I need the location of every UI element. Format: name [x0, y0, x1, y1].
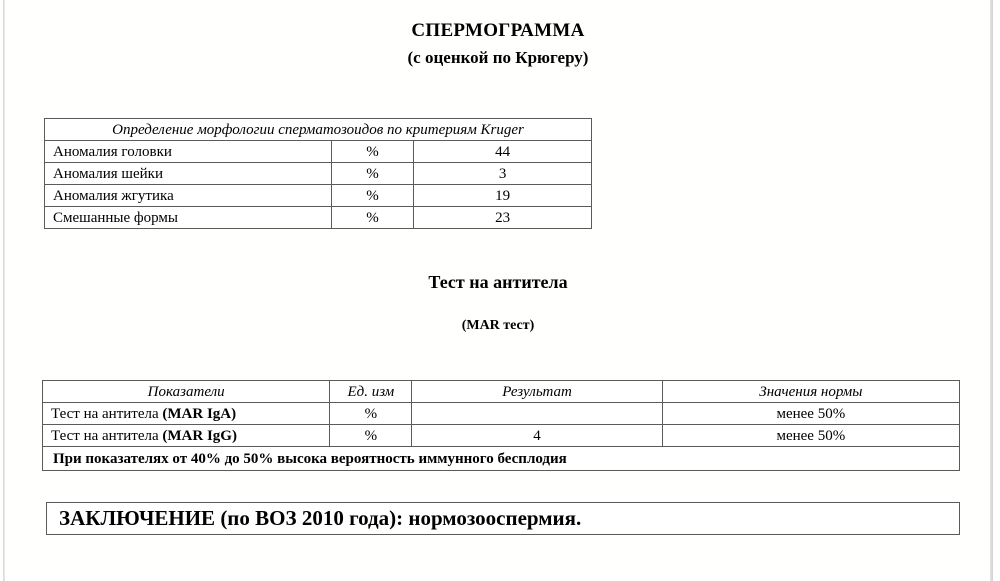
page-edge-right [990, 0, 993, 581]
table-note-row [43, 447, 960, 471]
conclusion-box [46, 502, 960, 535]
row-label: Аномалия шейки [45, 163, 332, 185]
table-row [43, 403, 960, 425]
row-unit: % [331, 141, 414, 163]
row-label-text: Тест на антитела [51, 427, 163, 444]
kruger-morphology-table [44, 118, 592, 229]
column-header-unit: Ед. изм [330, 381, 412, 403]
page-watermark-artifact [618, 560, 738, 576]
antibody-section-title: Тест на антитела [428, 272, 568, 292]
row-label [43, 403, 330, 425]
row-value: 23 [414, 207, 592, 229]
mar-table-note: При показателях от 40% до 50% высока вероятность иммунного бесплодия [43, 447, 960, 471]
column-header-norm: Значения нормы [662, 381, 959, 403]
row-label-text: Тест на антитела [51, 405, 163, 422]
table-row [45, 163, 592, 185]
row-unit: % [331, 163, 414, 185]
document-sheet [6, 0, 990, 581]
row-value: 44 [414, 141, 592, 163]
table-row [45, 185, 592, 207]
conclusion-text: ЗАКЛЮЧЕНИЕ (по ВОЗ 2010 года): нормозооспермия. [59, 506, 582, 530]
table-row [45, 141, 592, 163]
row-label-emphasis: (MAR IgG) [162, 427, 237, 444]
row-unit: % [331, 207, 414, 229]
row-result [412, 403, 662, 425]
antibody-section-subtitle: (MAR тест) [461, 318, 535, 333]
row-label: Аномалия головки [45, 141, 332, 163]
table-header-row [45, 119, 592, 141]
row-result: 4 [412, 425, 662, 447]
row-unit: % [330, 425, 412, 447]
row-value: 19 [414, 185, 592, 207]
row-unit: % [330, 403, 412, 425]
row-label-emphasis: (MAR IgA) [162, 405, 237, 422]
column-header-indicator: Показатели [43, 381, 330, 403]
row-label: Смешанные формы [45, 207, 332, 229]
row-value: 3 [414, 163, 592, 185]
column-header-result: Результат [412, 381, 662, 403]
row-label [43, 425, 330, 447]
row-label: Аномалия жгутика [45, 185, 332, 207]
page-edge-left [3, 0, 5, 581]
row-norm: менее 50% [662, 425, 959, 447]
document-title: СПЕРМОГРАММА [411, 20, 585, 41]
document-subtitle: (с оценкой по Крюгеру) [407, 48, 589, 67]
row-norm: менее 50% [662, 403, 959, 425]
table-row [45, 207, 592, 229]
kruger-table-header: Определение морфологии сперматозоидов по критериям Kruger [45, 119, 592, 141]
mar-test-table [42, 380, 960, 471]
table-row [43, 425, 960, 447]
row-unit: % [331, 185, 414, 207]
table-header-row [43, 381, 960, 403]
